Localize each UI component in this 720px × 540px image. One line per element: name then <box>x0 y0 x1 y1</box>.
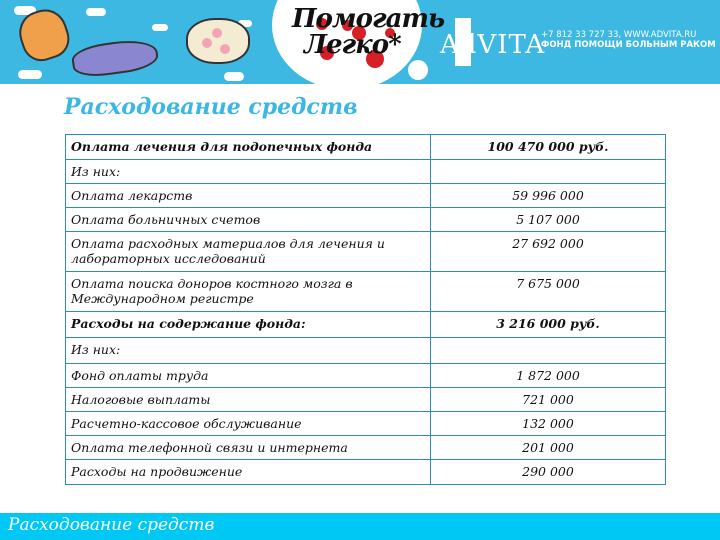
expense-label: Оплата лечения для подопечных фонда <box>66 135 431 160</box>
table-row <box>66 388 666 412</box>
table-row <box>66 412 666 436</box>
campaign-logo: Помогать Легко* <box>292 4 445 60</box>
table-row <box>66 460 666 485</box>
expense-label: Оплата лекарств <box>66 184 431 208</box>
cloud-decoration <box>18 70 42 79</box>
table-row <box>66 312 666 338</box>
expense-amount: 201 000 <box>431 436 666 460</box>
table-row <box>66 338 666 364</box>
advita-contact: +7 812 33 727 33, WWW.ADVITA.RU ФОНД ПОМОЩИ БОЛЬНЫМ РАКОМ <box>541 30 716 50</box>
table-row <box>66 135 666 160</box>
footer-label: Расходование средств <box>8 515 215 535</box>
table-row <box>66 272 666 312</box>
expense-label: Оплата расходных материалов для лечения и лабораторных исследований <box>66 232 431 272</box>
expense-amount: 1 872 000 <box>431 364 666 388</box>
table-row <box>66 184 666 208</box>
expense-amount: 100 470 000 руб. <box>431 135 666 160</box>
expense-amount: 290 000 <box>431 460 666 485</box>
expense-label: Расходы на содержание фонда: <box>66 312 431 338</box>
expense-label: Оплата поиска доноров костного мозга в Международном регистре <box>66 272 431 312</box>
expense-label: Из них: <box>66 160 431 184</box>
footer-bar <box>0 513 720 540</box>
expense-label: Налоговые выплаты <box>66 388 431 412</box>
table-row <box>66 436 666 460</box>
expense-amount: 5 107 000 <box>431 208 666 232</box>
expense-label: Оплата больничных счетов <box>66 208 431 232</box>
expense-amount <box>431 338 666 364</box>
expense-label: Фонд оплаты труда <box>66 364 431 388</box>
expense-amount: 721 000 <box>431 388 666 412</box>
expense-label: Оплата телефонной связи и интернета <box>66 436 431 460</box>
expense-amount: 3 216 000 руб. <box>431 312 666 338</box>
cloud-decoration <box>86 8 106 16</box>
cloud-decoration <box>152 24 168 31</box>
flying-horse-illustration <box>186 18 250 64</box>
expenses-table <box>65 134 666 485</box>
table-row <box>66 364 666 388</box>
expense-label: Из них: <box>66 338 431 364</box>
expense-amount: 7 675 000 <box>431 272 666 312</box>
cloud-decoration <box>224 72 244 81</box>
bubble-dot <box>408 60 428 80</box>
flying-wolf-illustration <box>70 36 160 80</box>
expense-label: Расчетно-кассовое обслуживание <box>66 412 431 436</box>
expense-amount <box>431 160 666 184</box>
header-banner <box>0 0 720 84</box>
expense-label: Расходы на продвижение <box>66 460 431 485</box>
expense-amount: 132 000 <box>431 412 666 436</box>
expense-amount: 59 996 000 <box>431 184 666 208</box>
expense-amount: 27 692 000 <box>431 232 666 272</box>
advita-logo: AdVITA <box>440 30 546 60</box>
table-row <box>66 160 666 184</box>
table-row <box>66 232 666 272</box>
table-row <box>66 208 666 232</box>
page-title: Расходование средств <box>64 94 358 120</box>
